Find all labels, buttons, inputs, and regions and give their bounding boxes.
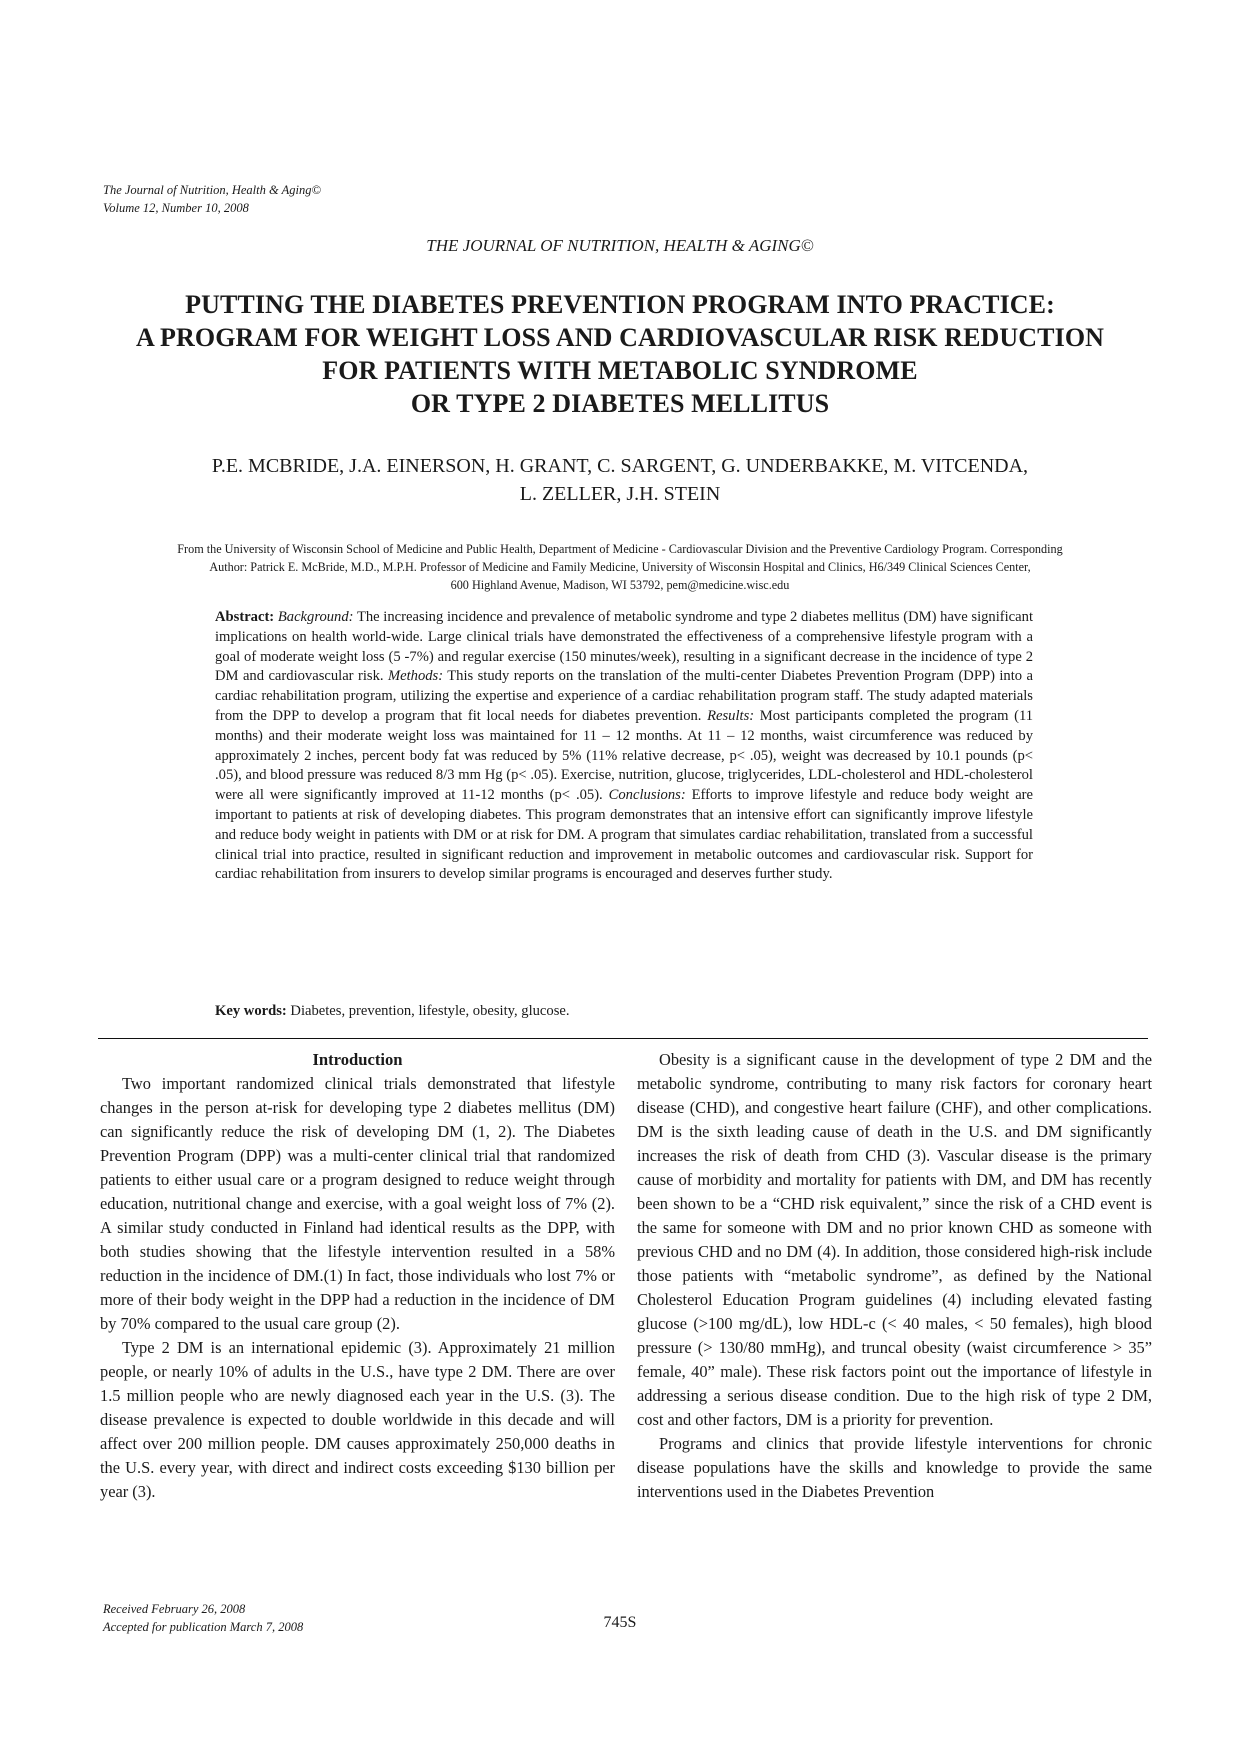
accepted-date: Accepted for publication March 7, 2008: [103, 1620, 304, 1634]
author-line: L. ZELLER, J.H. STEIN: [519, 483, 721, 505]
introduction-heading: Introduction: [312, 1050, 403, 1069]
body-column-left: [100, 1048, 615, 1504]
abstract-background: The increasing incidence and prevalence of metabolic syndrome and type 2 diabetes mellitus (DM) have significant implications on health world-wide. Large clinical trials have demonstrated the effectiveness of a comprehensive lifestyle program with a goal of moderate weight loss (5 -7%) and regular exercise (150 minutes/week), resulting in a significant decrease in the incidence of type 2 DM and cardiovascular risk.: [215, 609, 1033, 685]
body-column-right: [637, 1048, 1152, 1504]
results-label: Results:: [707, 707, 755, 724]
keywords: [215, 1001, 1033, 1021]
methods-label: Methods:: [387, 668, 444, 685]
abstract-results: Most participants completed the program (11 months) and their moderate weight loss was maintained for 11 – 12 months. At 11 – 12 months, waist circumference was reduced by approximately 2 inches, percent body fat was reduced by 5% (11% relative decrease, p< .05), weight was decreased by 10.1 pounds (p< .05), and blood pressure was reduced 8/3 mm Hg (p< .05). Exercise, nutrition, glucose, triglycerides, LDL-cholesterol and HDL-cholesterol were all were significantly improved at 11-12 months (p< .05).: [215, 707, 1034, 804]
journal-banner: THE JOURNAL OF NUTRITION, HEALTH & AGING©: [426, 236, 814, 255]
body-paragraph: Two important randomized clinical trials demonstrated that lifestyle changes in the person at-risk for developing type 2 diabetes mellitus (DM) can significantly reduce the risk of developing DM (1, 2). The Diabetes Prevention Program (DPP) was a multi-center clinical trial that randomized patients to either usual care or a program designed to reduce weight through education, nutritional change and exercise, with a goal weight loss of 7% (2). A similar study conducted in Finland had identical results as the DPP, with both studies showing that the lifestyle intervention resulted in a 58% reduction in the incidence of DM.(1) In fact, those individuals who lost 7% or more of their body weight in the DPP had a reduction in the incidence of DM by 70% compared to the usual care group (2).: [100, 1074, 615, 1333]
running-head-volume: Volume 12, Number 10, 2008: [103, 201, 249, 215]
title-line: A PROGRAM FOR WEIGHT LOSS AND CARDIOVASCULAR RISK REDUCTION: [135, 323, 1105, 352]
affiliation-line: From the University of Wisconsin School of Medicine and Public Health, Department of Medicine - Cardiovascular Division and the Preventive Cardiology Program. Corresponding: [177, 542, 1063, 556]
abstract-methods: This study reports on the translation of the multi-center Diabetes Prevention Program (DPP) into a cardiac rehabilitation program, utilizing the expertise and experience of a cardiac rehabilitation program staff. The study adapted materials from the DPP to develop a program that fit local needs for diabetes prevention.: [215, 668, 1033, 724]
affiliation-line: Author: Patrick E. McBride, M.D., M.P.H. Professor of Medicine and Family Medicine, University of Wisconsin Hospital and Clinics, H6/349 Clinical Sciences Center,: [209, 560, 1031, 574]
conclusions-label: Conclusions:: [608, 787, 686, 804]
abstract-label: Abstract:: [215, 609, 275, 625]
article-title: [60, 288, 1180, 420]
page-number: 745S: [603, 1614, 637, 1631]
title-line: PUTTING THE DIABETES PREVENTION PROGRAM INTO PRACTICE:: [185, 290, 1055, 319]
title-line: OR TYPE 2 DIABETES MELLITUS: [410, 389, 830, 418]
running-head: [103, 181, 321, 217]
section-divider: [98, 1038, 1148, 1039]
author-line: P.E. MCBRIDE, J.A. EINERSON, H. GRANT, C. SARGENT, G. UNDERBAKKE, M. VITCENDA,: [211, 455, 1029, 477]
abstract-paragraph: [215, 608, 1033, 885]
abstract: [215, 608, 1033, 885]
keywords-label: Key words:: [215, 1003, 287, 1019]
body-paragraph: Type 2 DM is an international epidemic (3). Approximately 21 million people, or nearly 10% of adults in the U.S., have type 2 DM. There are over 1.5 million people who are newly diagnosed each year in the U.S. (3). The disease prevalence is expected to double worldwide in this decade and will affect over 200 million people. DM causes approximately 250,000 deaths in the U.S. every year, with direct and indirect costs exceeding $130 billion per year (3).: [100, 1338, 615, 1501]
affiliation-line: 600 Highland Avenue, Madison, WI 53792, pem@medicine.wisc.edu: [450, 578, 790, 592]
author-list: [60, 452, 1180, 508]
title-line: FOR PATIENTS WITH METABOLIC SYNDROME: [322, 356, 918, 385]
abstract-conclusions: Efforts to improve lifestyle and reduce body weight are important to patients at risk of developing diabetes. This program demonstrates that an intensive effort can significantly improve lifestyle and reduce body weight in patients with DM or at risk for DM. A program that simulates cardiac rehabilitation, translated from a successful clinical trial into practice, resulted in significant reduction and improvement in metabolic outcomes and cardiovascular risk. Support for cardiac rehabilitation from insurers to develop similar programs is encouraged and deserves further study.: [215, 787, 1034, 883]
background-label: Background:: [277, 609, 354, 625]
body-paragraph: Programs and clinics that provide lifestyle interventions for chronic disease populations have the skills and knowledge to provide the same interventions used in the Diabetes Prevention: [637, 1434, 1152, 1501]
affiliation: [100, 540, 1140, 594]
keywords-text: Diabetes, prevention, lifestyle, obesity, glucose.: [290, 1003, 570, 1019]
received-date: Received February 26, 2008: [103, 1602, 246, 1616]
running-head-journal: The Journal of Nutrition, Health & Aging©: [103, 183, 321, 197]
body-paragraph: Obesity is a significant cause in the development of type 2 DM and the metabolic syndrome, contributing to many risk factors for coronary heart disease (CHD), and congestive heart failure (CHF), and other complications. DM is the sixth leading cause of death in the U.S. and DM significantly increases the risk of death from CHD (3). Vascular disease is the primary cause of morbidity and mortality for patients with DM, and DM has recently been shown to be a “CHD risk equivalent,” since the risk of a CHD event is the same for someone with DM and no prior known CHD as someone with previous CHD and no DM (4). In addition, those considered high-risk include those patients with “metabolic syndrome”, as defined by the National Cholesterol Education Program guidelines (4) including elevated fasting glucose (>100 mg/dL), low HDL-c (< 40 males, < 50 females), high blood pressure (> 130/80 mmHg), and truncal obesity (waist circumference > 35” female, 40” male). These risk factors point out the importance of lifestyle in addressing a serious disease condition. Due to the high risk of type 2 DM, cost and other factors, DM is a priority for prevention.: [637, 1050, 1152, 1429]
